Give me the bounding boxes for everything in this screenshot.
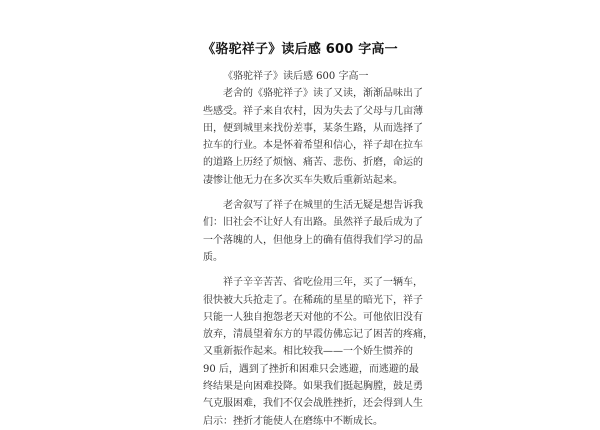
text-line: 90 后，遇到了挫折和困难只会逃避，而逃避的最 <box>203 363 419 375</box>
text-line: 老舍的《骆驼祥子》读了又读，渐渐品味出了 <box>223 88 423 100</box>
text-line: 质。 <box>203 251 223 263</box>
text-line: 启示：挫折才能使人在磨练中不断成长。 <box>203 415 383 427</box>
text-line: 气克服困难，我们不仅会战胜挫折，还会得到人生 <box>203 398 423 410</box>
text-line: 终结果是向困难投降。如果我们挺起胸膛，鼓足勇 <box>203 381 423 393</box>
document-title: 《骆驼祥子》读后感 600 字高一 <box>202 42 398 57</box>
text-line: 一个落魄的人，但他身上的确有值得我们学习的品 <box>203 234 423 246</box>
text-line: 又重新振作起来。相比较我——一个娇生惯养的 <box>203 346 413 358</box>
text-line: 拉车的行业。本是怀着希望和信心，祥子却在拉车 <box>203 140 423 152</box>
text-line: 祥子辛辛苦苦、省吃俭用三年，买了一辆车， <box>223 277 423 289</box>
text-line: 《骆驼祥子》读后感 600 字高一 <box>223 71 369 82</box>
text-line: 凄惨让他无力在多次买车失败后重新站起来。 <box>203 174 403 186</box>
text-line: 田，便到城里来找份差事，某条生路，从而选择了 <box>203 122 423 134</box>
document-body <box>203 68 433 430</box>
paragraph-gap <box>203 189 413 197</box>
text-line: 的道路上历经了烦恼、痛苦、悲伤、折磨，命运的 <box>203 157 423 169</box>
text-line: 老舍叙写了祥子在城里的生活无疑是想告诉我 <box>223 200 423 212</box>
text-line: 些感受。祥子来自农村，因为失去了父母与几亩薄 <box>203 105 423 117</box>
paragraph-gap <box>203 266 413 274</box>
text-line: 们：旧社会不让好人有出路。虽然祥子最后成为了 <box>203 217 423 229</box>
text-line: 很快被大兵抢走了。在稀疏的星星的暗光下，祥子 <box>203 294 423 306</box>
text-line: 只能一人独自抱怨老天对他的不公。可他依旧没有 <box>203 311 423 323</box>
text-line: 放弃，清晨望着东方的早霞仿佛忘记了困苦的疼痛， <box>203 329 433 341</box>
